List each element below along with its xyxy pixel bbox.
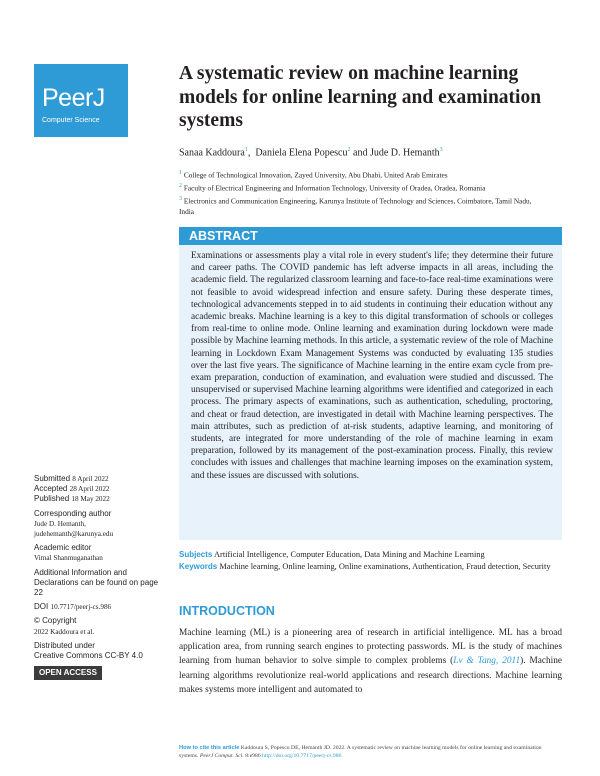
subjects-line (179, 549, 559, 561)
copyright-line: © Copyright (34, 616, 77, 626)
footer-label: How to cite this article (179, 745, 240, 751)
submitted-line: Submitted 8 April 2022 (34, 474, 109, 483)
author-separator: and (353, 147, 368, 159)
subjects-keywords (179, 549, 559, 572)
author-list (179, 147, 443, 158)
copyright-holder: 2022 Kaddoura et al. (34, 627, 95, 636)
keywords-text: Machine learning, Online learning, Online examinations, Authentication, Fraud detection, Security (219, 561, 551, 571)
author-affil-ref: 3 (439, 147, 443, 153)
citation-footer (179, 744, 562, 760)
copyright-icon: © (34, 616, 40, 626)
corresponding-label: Corresponding author (34, 508, 112, 518)
introduction-text: Machine learning (ML) is a pioneering area of research in artificial intelligence. ML has a broad application area, from running search engines to protecting passwords. ML is the study of machines learning from human behavior to solve simple to complex problems (Lv & Tang, 2011). Machine learning algorithms revolutionize real-world applications and research directions. Machine learning makes systems more intelligent and automated to (179, 628, 562, 695)
logo-subtitle: Computer Science (42, 117, 100, 124)
author-name: Jude D. Hemanth (369, 147, 440, 159)
author-separator: , (247, 147, 251, 159)
subjects-label: Subjects (179, 550, 213, 559)
corresponding-name: Jude D. Hemanth, (34, 519, 86, 528)
abstract-heading: ABSTRACT (179, 227, 562, 245)
affiliation-item: $^3$ Electronics and Communication Engineering, Karunya Institute of Technology and Sciences, Coimbatore, Tamil Nadu, India (179, 196, 532, 217)
introduction-heading: INTRODUCTION (179, 604, 275, 618)
license-line-1: Distributed under (34, 640, 95, 650)
open-access-badge: OPEN ACCESS (34, 666, 102, 680)
editor-label: Academic editor (34, 543, 92, 553)
doi-line: DOI 10.7717/peerj-cs.986 (34, 602, 112, 612)
published-line: Published 18 May 2022 (34, 494, 110, 504)
accepted-line: Accepted 28 April 2022 (34, 484, 110, 494)
affiliation-item: $^1$ College of Technological Innovation, Zayed University, Abu Dhabi, United Arab Emirates (179, 170, 448, 180)
abstract-box (179, 227, 562, 540)
subjects-text: Artificial Intelligence, Computer Education, Data Mining and Machine Learning (213, 550, 485, 559)
affiliations (179, 168, 539, 218)
journal-logo (34, 64, 128, 137)
additional-info[interactable]: Additional Information and Declarations can be found on page 22 (34, 567, 159, 598)
corresponding-email[interactable]: judehemanth@karunya.edu (34, 530, 114, 539)
author-name: Sanaa Kaddoura (179, 147, 245, 159)
affiliation-item: $^2$ Faculty of Electrical Engineering and Information Technology, University of Oradea, Oradea, Romania (179, 183, 486, 193)
keywords-line (179, 561, 559, 573)
logo-brand: PeerJ (42, 84, 105, 112)
doi-link[interactable]: 10.7717/peerj-cs.986 (50, 603, 112, 612)
license-line-2[interactable]: Creative Commons CC-BY 4.0 (34, 651, 143, 661)
author-affil-ref: 1 (244, 147, 248, 153)
author-affil-ref: 2 (347, 147, 351, 153)
citation-link[interactable]: Lv & Tang, 2011 (453, 656, 521, 667)
footer-journal: PeerJ Comput. Sci. (199, 753, 244, 759)
paper-title: A systematic review on machine learning models for online learning and examination systems (179, 63, 542, 131)
keywords-label: Keywords (179, 561, 218, 571)
footer-doi-link[interactable]: http://doi.org/10.7717/peerj-cs.986 (262, 753, 342, 759)
footer-volume: 8:e986 (245, 753, 261, 759)
article-sidebar (34, 474, 169, 680)
editor-name: Vimal Shanmuganathan (34, 554, 103, 563)
author-name: Daniela Elena Popescu (255, 147, 348, 159)
abstract-text: Examinations or assessments play a vital role in every student's life; they determine their future and career paths. The COVID pandemic has left adverse impacts in all areas, including the academic field. The regularized classroom learning and face-to-face real-time examinations were not feasible to avoid widespread infection and ensure safety. During these desperate times, technological advancements stepped in to aid students in continuing their education without any academic breaks. Machine learning is a key to this digital transformation of schools or colleges from real-time to online mode. Online learning and examination during lockdown were made possible by Machine learning methods. In this article, a systematic review of the role of Machine learning in Lockdown Exam Management Systems was conducted by evaluating 135 studies over the last five years. The significance of Machine learning in the entire exam cycle from pre-exam preparation, conduction of examination, and evaluation were studied and discussed. The unsupervised or supervised Machine learning algorithms were identified and categorized in each process. The primary aspects of examinations, such as authentication, scheduling, proctoring, and cheat or fraud detection, are investigated in detail with Machine learning perspectives. The main attributes, such as prediction of at-risk students, adaptive learning, and monitoring of students, are integrated for more understanding of the role of machine learning in exam preparation, followed by its management of the post-examination process. Finally, this review concludes with issues and challenges that machine learning imposes on the examination system, and these issues are discussed with solutions. (191, 251, 553, 481)
footer-text: Kaddoura S, Popescu DE, Hemanth JD. 2022. A systematic review on machine learning models for online learning and examination systems. (179, 745, 542, 759)
